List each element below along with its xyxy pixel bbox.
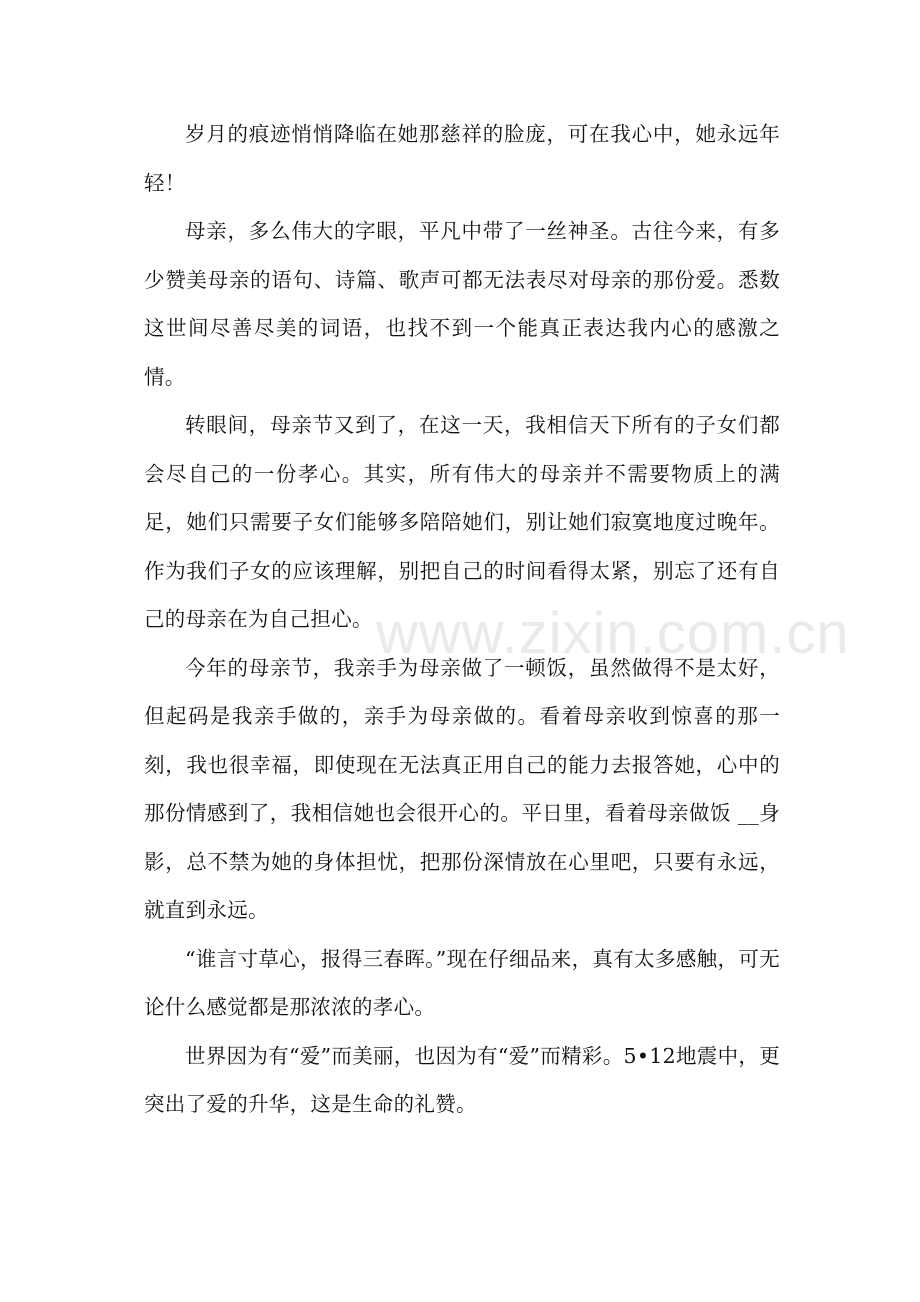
paragraph-6: 世界因为有“爱”而美丽，也因为有“爱”而精彩。5•12地震中，更突出了爱的升华，这是生命的礼赞。 (144, 1043, 780, 1116)
paragraph-2: 母亲，多么伟大的字眼，平凡中带了一丝神圣。古往今来，有多少赞美母亲的语句、诗篇、歌声可都无法表尽对母亲的那份爱。悉数这世间尽善尽美的词语，也找不到一个能真正表达我内心的感激之情。 (144, 219, 780, 389)
document-body (144, 110, 780, 1129)
paragraph-4: 今年的母亲节，我亲手为母亲做了一顿饭，虽然做得不是太好，但起码是我亲手做的，亲手为母亲做的。看着母亲收到惊喜的那一刻，我也很幸福，即使现在无法真正用自己的能力去报答她，心中的那份情感到了，我相信她也会很开心的。平日里，看着母亲做饭 __身影，总不禁为她的身体担忧，把那份深情放在心里吧，只要有永远，就直到永远。 (144, 655, 780, 922)
watermark: www.zixin.com.cn (376, 601, 850, 666)
paragraph-1: 岁月的痕迹悄悄降临在她那慈祥的脸庞，可在我心中，她永远年轻！ (144, 122, 780, 195)
paragraph-5: “谁言寸草心，报得三春晖。”现在仔细品来，真有太多感触，可无论什么感觉都是那浓浓的孝心。 (144, 946, 780, 1019)
paragraph-3: 转眼间，母亲节又到了，在这一天，我相信天下所有的子女们都会尽自己的一份孝心。其实，所有伟大的母亲并不需要物质上的满足，她们只需要子女们能够多陪陪她们，别让她们寂寞地度过晚年。作为我们子女的应该理解，别把自己的时间看得太紧，别忘了还有自己的母亲在为自己担心。 (144, 413, 780, 631)
